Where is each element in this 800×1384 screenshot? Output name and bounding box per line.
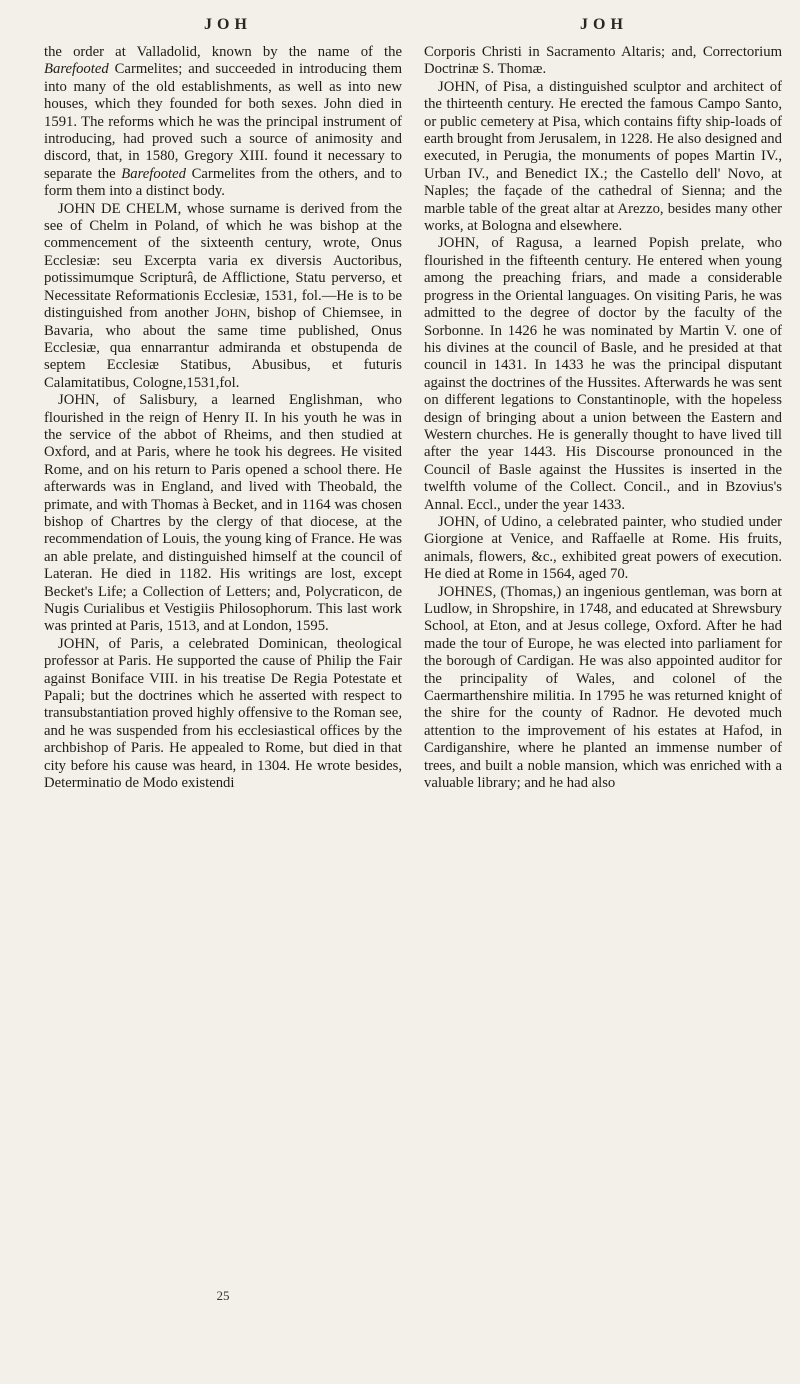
running-head-left: JOH [204, 16, 252, 33]
dictionary-entry: JOHN DE CHELM, whose surname is derived from the see of Chelm in Poland, of which he was bishop at the commencement of the sixteenth century, wrote, Onus Ecclesiæ: seu Excerpta varia ex diversis Auctoribus, potissimumque Scripturâ, de Afflictione, Statu perverso, et Necessitate Reformationis Ecclesiæ, 1531, fol.—He is to be distinguished from another JOHN, bishop of Chiemsee, in Bavaria, who about the same time published, Onus Ecclesiæ, qua ennarrantur admiranda et obstupenda de septem Ecclesiæ Statibus, Abusibus, et futuris Calamitatibus, Cologne,1531,fol. [44, 200, 402, 391]
running-head-right: JOH [580, 16, 628, 33]
page-number: 25 [216, 1288, 230, 1303]
dictionary-entry: JOHN, of Paris, a celebrated Dominican, theological professor at Paris. He supported the cause of Philip the Fair against Boniface VIII. in his treatise De Regia Potestate et Papali; but the doctrines which he asserted with respect to transubstantiation proved highly offensive to the Roman see, and he was suspended from his ecclesiastical offices by the archbishop of Paris. He appealed to Rome, but died in that city before his cause was heard, in 1304. He wrote besides, Determinatio de Modo existendi [44, 635, 402, 792]
continued-paragraph: the order at Valladolid, known by the name of the Barefooted Carmelites; and succeeded in introducing them into many of the old establishments, as well as into new houses, which they founded for both sexes. John died in 1591. The reforms which he was the principal instrument of introducing, had proved such a source of animosity and discord, that, in 1580, Gregory XIII. found it necessary to separate the Barefooted Carmelites from the others, and to form them into a distinct body. [44, 44, 402, 200]
dictionary-entry: JOHN, of Ragusa, a learned Popish prelate, who flourished in the fifteenth century. He entered when young among the preaching friars, and made a considerable progress in the Oriental languages. On visiting Paris, he was admitted to the degree of doctor by the faculty of the Sorbonne. In 1426 he was nominated by Martin V. one of his divines at the council of Basle, and he presided at that council in 1431. In 1433 he was the principal disputant against the doctrines of the Hussites. Afterwards he was sent on different legations to Constantinople, with the hopeless design of bringing about a union between the Eastern and Western churches. He is generally thought to have lived till after the year 1443. His Discourse pronounced in the Council of Basle against the Hussites is inserted in the twelfth volume of the Collect. Concil., and in Bzovius's Annal. Eccl., under the year 1433. [424, 235, 782, 513]
dictionary-entry: JOHN, of Udino, a celebrated painter, who studied under Giorgione at Venice, and Raffaelle at Rome. His fruits, animals, flowers, &c., exhibited great powers of execution. He died at Rome in 1564, aged 70. [424, 513, 782, 583]
dictionary-entry: JOHN, of Salisbury, a learned Englishman, who flourished in the reign of Henry II. In his youth he was in the service of the abbot of Rheims, and then studied at Oxford, and at Paris, where he took his degrees. He visited Rome, and on his return to Paris opened a school there. He afterwards was in England, and lived with Theobald, the primate, and with Thomas à Becket, and in 1164 was chosen bishop of Chartres by the clergy of that diocese, at the recommendation of Louis, the young king of France. He was an able prelate, and distinguished himself at the council of Lateran. He died in 1182. His writings are lost, except Becket's Life; a Collection of Letters; and, Polycraticon, de Nugis Curialibus et Vestigiis Philosophorum. This last work was printed at Paris, 1513, and at London, 1595. [44, 392, 402, 635]
dictionary-entry: JOHN, of Pisa, a distinguished sculptor and architect of the thirteenth century. He erected the famous Campo Santo, or public cemetery at Pisa, which contains fifty ship-loads of earth brought from Jerusalem, in 1228. He also designed and executed, in Perugia, the monuments of popes Martin IV., Urban IV., and Benedict IX.; the Castello dell' Novo, at Naples; the façade of the cathedral of Sienna; and the marble table of the great altar at Arezzo, besides many other works, at Bologna and elsewhere. [424, 78, 782, 235]
left-column [44, 44, 402, 792]
continued-paragraph: Corporis Christi in Sacramento Altaris; and, Correctorium Doctrinæ S. Thomæ. [424, 44, 782, 78]
running-head [0, 16, 800, 38]
dictionary-entry: JOHNES, (Thomas,) an ingenious gentleman, was born at Ludlow, in Shropshire, in 1748, and educated at Shrewsbury School, at Eton, and at Jesus college, Oxford. After he had made the tour of Europe, he was elected into parliament for the borough of Cardigan. He was also appointed auditor for the principality of Wales, and colonel of the Caermarthenshire militia. In 1795 he was returned knight of the shire for the county of Radnor. He devoted much attention to the improvement of his estates at Hafod, in Cardiganshire, where he planted an immense number of trees, and built a noble mansion, which was enriched with a valuable library; and he had also [424, 583, 782, 792]
right-column [424, 44, 782, 792]
